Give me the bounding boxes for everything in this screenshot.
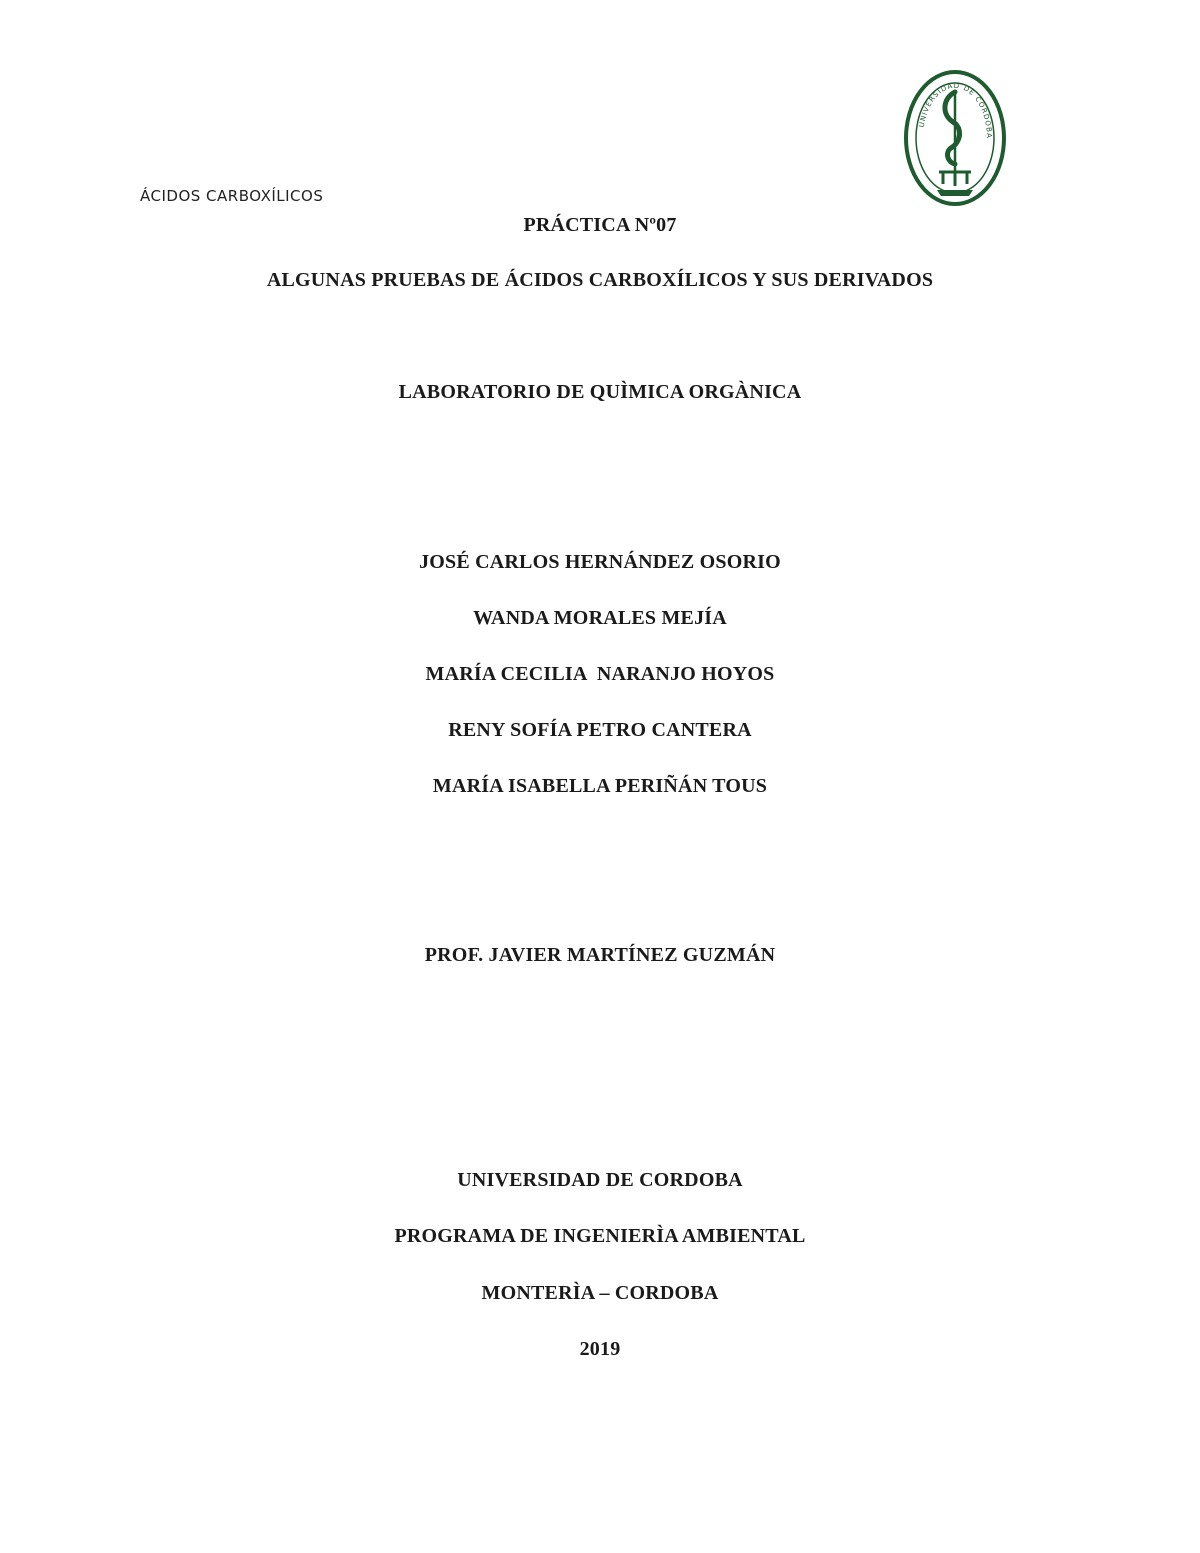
university-name: UNIVERSIDAD DE CORDOBA bbox=[457, 1169, 743, 1191]
professor-name: PROF. JAVIER MARTÍNEZ GUZMÁN bbox=[424, 944, 776, 966]
running-header: ÁCIDOS CARBOXÍLICOS bbox=[140, 187, 324, 205]
lab-name: LABORATORIO DE QUÌMICA ORGÀNICA bbox=[398, 381, 802, 403]
author-name: JOSÉ CARLOS HERNÁNDEZ OSORIO bbox=[419, 551, 781, 573]
author-name: MARÍA CECILIA NARANJO HOYOS bbox=[425, 663, 775, 685]
year: 2019 bbox=[579, 1338, 621, 1360]
author-name: WANDA MORALES MEJÍA bbox=[473, 607, 727, 629]
program-name: PROGRAMA DE INGENIERÌA AMBIENTAL bbox=[394, 1225, 806, 1247]
author-name: MARÍA ISABELLA PERIÑÁN TOUS bbox=[432, 775, 768, 797]
author-name: RENY SOFÍA PETRO CANTERA bbox=[448, 719, 752, 741]
city-name: MONTERÌA – CORDOBA bbox=[481, 1282, 719, 1304]
practice-title: ALGUNAS PRUEBAS DE ÁCIDOS CARBOXÍLICOS Y SUS DERIVADOS bbox=[266, 269, 934, 291]
university-seal-icon bbox=[903, 68, 1007, 208]
practice-number: PRÁCTICA Nº07 bbox=[523, 214, 677, 236]
svg-text:UNIVERSIDAD DE CORDOBA: UNIVERSIDAD DE CORDOBA bbox=[917, 81, 994, 140]
